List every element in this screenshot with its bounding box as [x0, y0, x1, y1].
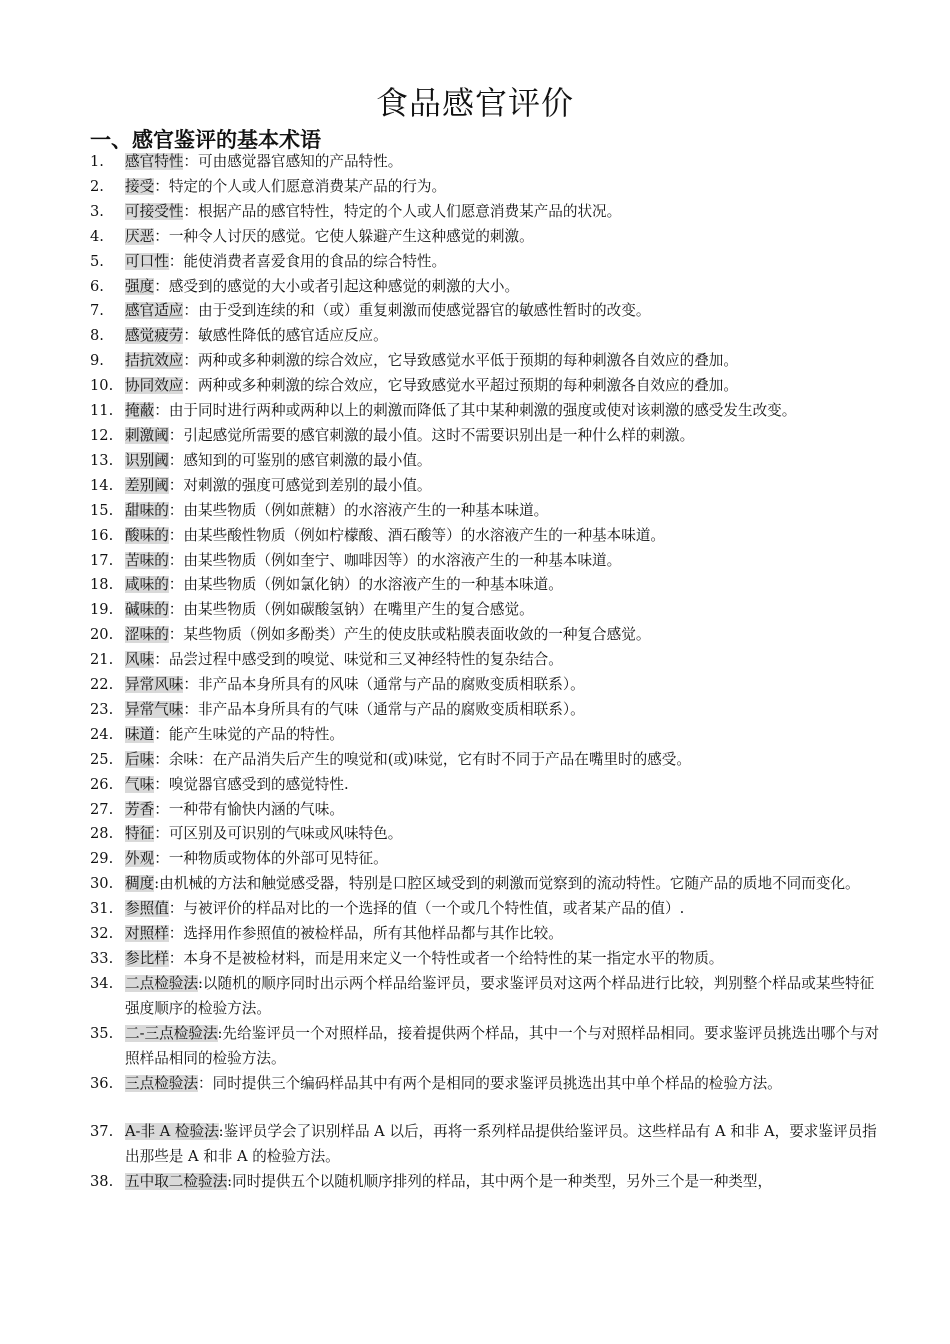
- item-separator: :: [218, 1123, 224, 1141]
- list-item: [0, 175, 950, 200]
- item-term: 强度: [125, 277, 155, 295]
- item-term: 五中取二检验法: [125, 1173, 228, 1191]
- item-number: 28.: [90, 825, 114, 843]
- item-number: 1.: [90, 153, 104, 170]
- item-number: 7.: [90, 302, 104, 320]
- item-separator: ：: [183, 352, 198, 370]
- item-separator: ：: [154, 277, 169, 295]
- list-item: [0, 1022, 950, 1072]
- item-term: 参比样: [125, 950, 169, 967]
- item-separator: ：: [183, 327, 198, 345]
- item-term: 识别阈: [125, 451, 169, 469]
- list-item: [0, 225, 950, 250]
- item-definition: 以随机的顺序同时出示两个样品给鉴评员，要求鉴评员对这两个样品进行比较，判别整个样品或某些特征强度顺序的检验方法。: [125, 974, 875, 1017]
- item-separator: ：: [168, 476, 184, 494]
- list-item: [0, 150, 950, 175]
- item-number: 16.: [90, 526, 114, 544]
- list-item: [0, 275, 950, 300]
- item-definition: 敏感性降低的感官适应反应。: [198, 327, 388, 345]
- item-term: 厌恶: [125, 227, 155, 245]
- item-term: 二点检验法: [125, 974, 198, 992]
- item-number: 20.: [90, 626, 114, 644]
- item-separator: ：: [168, 501, 184, 519]
- item-definition: 选择用作参照值的被检样品，所有其他样品都与其作比较。: [183, 925, 563, 943]
- item-term: 涩味的: [125, 626, 169, 644]
- term-list: [0, 150, 950, 1195]
- item-separator: ：: [183, 302, 198, 320]
- item-term: 特征: [125, 825, 155, 843]
- item-separator: ：: [154, 850, 169, 868]
- list-item: [0, 524, 950, 549]
- item-definition: 由某些物质（例如蔗糖）的水溶液产生的一种基本味道。: [183, 501, 549, 519]
- item-definition: 感受到的感觉的大小或者引起这种感觉的刺激的大小。: [168, 277, 520, 295]
- item-separator: ：: [168, 601, 184, 619]
- list-item: [0, 449, 950, 474]
- item-separator: ：: [183, 202, 198, 220]
- item-separator: ：: [197, 1074, 213, 1092]
- item-definition: 两种或多种刺激的综合效应，它导致感觉水平超过预期的每种刺激各自效应的叠加。: [198, 377, 738, 395]
- item-term: 差别阈: [125, 476, 169, 494]
- item-separator: ：: [154, 651, 169, 669]
- list-item: [0, 698, 950, 723]
- blank-line: [0, 1096, 950, 1120]
- item-term: 三点检验法: [125, 1074, 198, 1092]
- item-term: 感觉疲劳: [125, 327, 184, 345]
- list-item: [0, 424, 950, 449]
- item-number: 22.: [90, 676, 114, 694]
- list-item: [0, 798, 950, 823]
- item-term: 甜味的: [125, 501, 169, 519]
- item-number: 4.: [90, 227, 104, 245]
- item-definition: 一种带有愉快内涵的气味。: [168, 800, 344, 818]
- item-term: 异常风味: [125, 676, 184, 694]
- item-term: 参照值: [125, 900, 169, 918]
- list-item: [0, 623, 950, 648]
- item-definition: 某些物质（例如多酚类）产生的使皮肤或粘膜表面收敛的一种复合感觉。: [183, 626, 651, 644]
- item-separator: ：: [183, 700, 198, 718]
- item-definition: 嗅觉器官感受到的感觉特性.: [168, 775, 349, 793]
- list-item: [0, 1170, 950, 1195]
- item-term: 味道: [125, 725, 155, 743]
- item-term: 可接受性: [125, 202, 184, 220]
- item-number: 12.: [90, 426, 114, 444]
- item-term: 外观: [125, 850, 155, 868]
- item-definition: 一种物质或物体的外部可见特征。: [168, 850, 388, 868]
- item-definition: 可由感觉器官感知的产品特性。: [198, 153, 403, 170]
- item-number: 35.: [90, 1024, 114, 1042]
- list-item: [0, 598, 950, 623]
- list-item: [0, 549, 950, 574]
- item-number: 30.: [90, 875, 114, 893]
- item-separator: :: [217, 1024, 223, 1042]
- item-number: 13.: [90, 451, 114, 469]
- item-definition: 由于受到连续的和（或）重复刺激而使感觉器官的敏感性暂时的改变。: [198, 302, 651, 320]
- document-title: 食品感官评价: [375, 84, 574, 122]
- item-separator: :: [154, 875, 160, 893]
- list-item: [0, 872, 950, 897]
- item-number: 23.: [90, 700, 114, 718]
- item-number: 5.: [90, 252, 104, 270]
- item-definition: 一种令人讨厌的感觉。它使人躲避产生这种感觉的刺激。: [168, 227, 534, 245]
- item-separator: ：: [168, 925, 184, 943]
- item-term: 拮抗效应: [125, 352, 184, 370]
- item-term: 后味: [125, 750, 155, 768]
- item-number: 32.: [90, 925, 114, 943]
- item-definition: 引起感觉所需要的感官刺激的最小值。这时不需要识别出是一种什么样的刺激。: [183, 426, 695, 444]
- item-definition: 本身不是被检材料，而是用来定义一个特性或者一个给特性的某一指定水平的物质。: [183, 950, 724, 967]
- item-term: 稠度: [125, 875, 155, 893]
- item-separator: ：: [154, 402, 169, 420]
- list-item: [0, 673, 950, 698]
- item-definition: 同时提供五个以随机顺序排列的样品，其中两个是一种类型，另外三个是一种类型，: [232, 1173, 773, 1191]
- item-term: 苦味的: [125, 551, 169, 569]
- item-term: 刺激阈: [125, 426, 169, 444]
- item-number: 15.: [90, 501, 114, 519]
- item-separator: ：: [154, 177, 169, 195]
- item-term: 碱味的: [125, 601, 169, 619]
- item-term: A-非 A 检验法: [125, 1123, 219, 1141]
- list-item: [0, 349, 950, 374]
- item-number: 9.: [90, 352, 104, 370]
- item-definition: 由某些酸性物质（例如柠檬酸、酒石酸等）的水溶液产生的一种基本味道。: [183, 526, 666, 544]
- item-number: 8.: [90, 327, 104, 345]
- item-definition: 由某些物质（例如奎宁、咖啡因等）的水溶液产生的一种基本味道。: [183, 551, 622, 569]
- item-separator: ：: [168, 426, 184, 444]
- item-separator: ：: [168, 526, 184, 544]
- item-definition: 余味：在产品消失后产生的嗅觉和(或)味觉，它有时不同于产品在嘴里时的感受。: [168, 750, 691, 768]
- item-separator: ：: [183, 377, 198, 395]
- item-number: 11.: [90, 402, 114, 420]
- list-item: [0, 748, 950, 773]
- list-item: [0, 474, 950, 499]
- list-item: [0, 773, 950, 798]
- item-number: 25.: [90, 750, 114, 768]
- item-number: 3.: [90, 202, 104, 220]
- section-heading: 一、感官鉴评的基本术语: [90, 128, 321, 152]
- item-definition: 品尝过程中感受到的嗅觉、味觉和三叉神经特性的复杂结合。: [168, 651, 563, 669]
- item-term: 异常气味: [125, 700, 184, 718]
- item-term: 感官适应: [125, 302, 184, 320]
- item-separator: ：: [168, 950, 184, 967]
- item-number: 21.: [90, 651, 114, 669]
- item-definition: 由某些物质（例如碳酸氢钠）在嘴里产生的复合感觉。: [183, 601, 534, 619]
- item-term: 二-三点检验法: [125, 1024, 218, 1042]
- item-separator: ：: [168, 551, 184, 569]
- list-item: [0, 499, 950, 524]
- item-number: 24.: [90, 725, 114, 743]
- item-definition: 由机械的方法和触觉感受器，特别是口腔区域受到的刺激而觉察到的流动特性。它随产品的质地不同而变化。: [159, 875, 860, 893]
- item-separator: :: [227, 1173, 233, 1191]
- list-item: [0, 324, 950, 349]
- item-definition: 先给鉴评员一个对照样品，接着提供两个样品，其中一个与对照样品相同。要求鉴评员挑选出哪个与对照样品相同的检验方法。: [125, 1024, 880, 1067]
- item-definition: 特定的个人或人们愿意消费某产品的行为。: [168, 177, 447, 195]
- item-term: 接受: [125, 177, 155, 195]
- item-term: 可口性: [125, 252, 169, 270]
- item-separator: ：: [154, 800, 169, 818]
- item-definition: 同时提供三个编码样品其中有两个是相同的要求鉴评员挑选出其中单个样品的检验方法。: [212, 1074, 782, 1092]
- item-separator: ：: [154, 750, 169, 768]
- list-item: [0, 200, 950, 225]
- list-item: [0, 573, 950, 598]
- list-item: [0, 897, 950, 922]
- item-separator: ：: [154, 227, 169, 245]
- item-definition: 由某些物质（例如氯化钠）的水溶液产生的一种基本味道。: [183, 576, 563, 594]
- item-separator: ：: [154, 775, 169, 793]
- item-definition: 由于同时进行两种或两种以上的刺激而降低了其中某种刺激的强度或使对该刺激的感受发生改变。: [168, 402, 797, 420]
- item-separator: ：: [154, 825, 169, 843]
- item-separator: ：: [168, 451, 184, 469]
- list-item: [0, 822, 950, 847]
- item-number: 18.: [90, 576, 114, 594]
- item-definition: 非产品本身所具有的风味（通常与产品的腐败变质相联系）。: [198, 676, 585, 694]
- list-item: [0, 299, 950, 324]
- item-number: 26.: [90, 775, 114, 793]
- item-number: 38.: [90, 1173, 114, 1191]
- item-separator: ：: [168, 626, 184, 644]
- item-separator: ：: [154, 725, 169, 743]
- item-number: 2.: [90, 177, 104, 195]
- item-term: 咸味的: [125, 576, 169, 594]
- item-number: 27.: [90, 800, 114, 818]
- item-number: 37.: [90, 1123, 114, 1141]
- item-separator: ：: [183, 153, 198, 170]
- item-definition: 两种或多种刺激的综合效应，它导致感觉水平低于预期的每种刺激各自效应的叠加。: [198, 352, 738, 370]
- item-number: 36.: [90, 1074, 114, 1092]
- item-number: 6.: [90, 277, 104, 295]
- item-term: 酸味的: [125, 526, 169, 544]
- item-number: 10.: [90, 377, 114, 395]
- item-separator: ：: [168, 252, 184, 270]
- item-number: 29.: [90, 850, 114, 868]
- list-item: [0, 1072, 950, 1097]
- item-separator: ：: [183, 676, 198, 694]
- item-term: 对照样: [125, 925, 169, 943]
- item-number: 17.: [90, 551, 114, 569]
- list-item: [0, 648, 950, 673]
- item-definition: 根据产品的感官特性，特定的个人或人们愿意消费某产品的状况。: [198, 202, 622, 220]
- item-separator: :: [197, 974, 203, 992]
- item-separator: ：: [168, 900, 184, 918]
- list-item: [0, 947, 950, 972]
- list-item: [0, 922, 950, 947]
- item-definition: 对刺激的强度可感觉到差别的最小值。: [183, 476, 432, 494]
- item-term: 风味: [125, 651, 155, 669]
- item-term: 芳香: [125, 800, 155, 818]
- item-number: 34.: [90, 974, 114, 992]
- list-item: [0, 972, 950, 1022]
- item-number: 31.: [90, 900, 114, 918]
- item-term: 协同效应: [125, 377, 184, 395]
- item-number: 33.: [90, 950, 114, 967]
- item-number: 14.: [90, 476, 114, 494]
- item-term: 气味: [125, 775, 155, 793]
- item-definition: 可区别及可识别的气味或风味特色。: [168, 825, 403, 843]
- list-item: [0, 399, 950, 424]
- list-item: [0, 1120, 950, 1170]
- item-term: 感官特性: [125, 153, 184, 170]
- item-definition: 感知到的可鉴别的感官刺激的最小值。: [183, 451, 432, 469]
- list-item: [0, 847, 950, 872]
- item-term: 掩蔽: [125, 402, 155, 420]
- list-item: [0, 374, 950, 399]
- item-number: 19.: [90, 601, 114, 619]
- list-item: [0, 250, 950, 275]
- item-definition: 能产生味觉的产品的特性。: [168, 725, 344, 743]
- item-separator: ：: [168, 576, 184, 594]
- item-definition: 能使消费者喜爱食用的食品的综合特性。: [183, 252, 447, 270]
- item-definition: 鉴评员学会了识别样品 A 以后，再将一系列样品提供给鉴评员。这些样品有 A 和非 A，要求鉴评员指出那些是 A 和非 A 的检验方法。: [125, 1123, 877, 1166]
- item-definition: 非产品本身所具有的气味（通常与产品的腐败变质相联系）。: [198, 700, 585, 718]
- item-definition: 与被评价的样品对比的一个选择的值（一个或几个特性值，或者某产品的值）.: [183, 900, 685, 918]
- list-item: [0, 723, 950, 748]
